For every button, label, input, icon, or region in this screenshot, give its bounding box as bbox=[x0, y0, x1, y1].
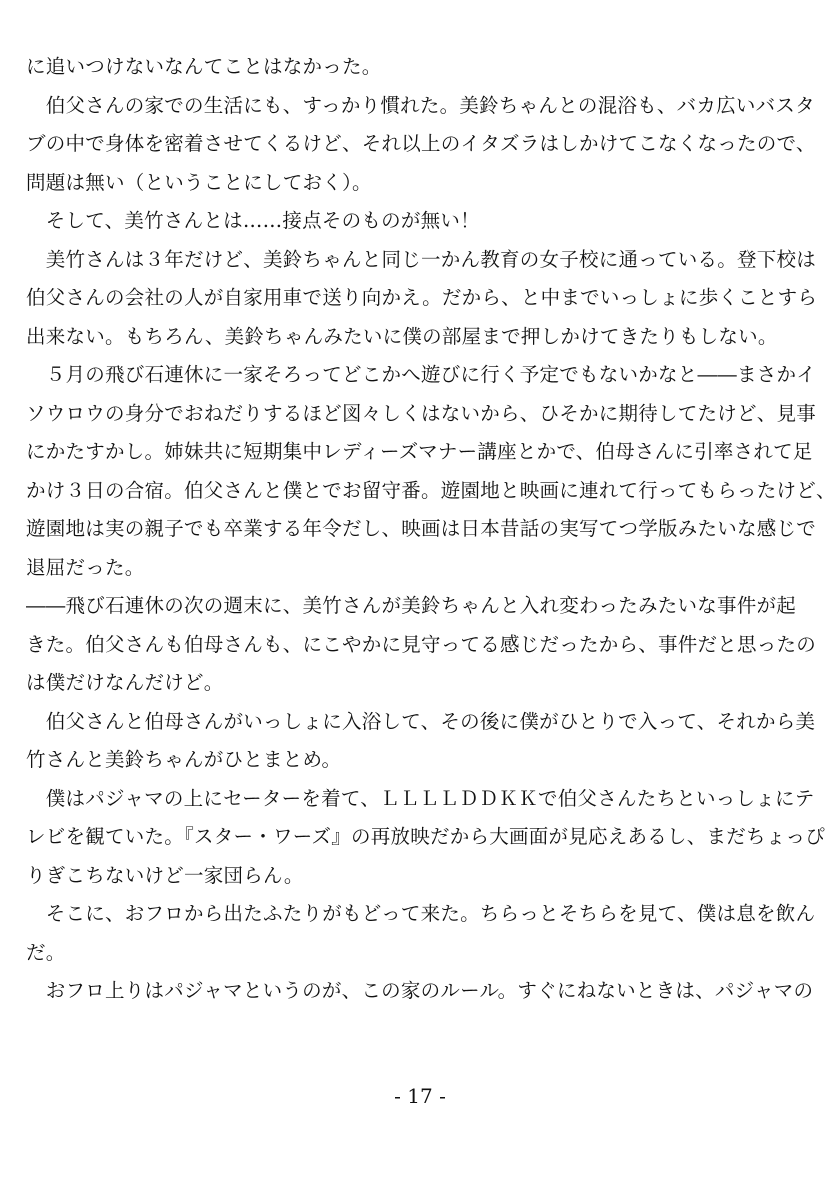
page-number: - 17 - bbox=[394, 1084, 446, 1108]
paragraph bbox=[26, 972, 816, 1011]
text-line: にかたすかし。姉妹共に短期集中レディーズマナー講座とかで、伯母さんに引率されて足 bbox=[26, 440, 813, 463]
body-text bbox=[26, 48, 836, 1011]
text-line: は僕だけなんだけど。 bbox=[26, 671, 224, 694]
text-line: 伯父さんと伯母さんがいっしょに入浴して、その後に僕がひとりで入って、それから美 bbox=[26, 709, 816, 733]
text-line: に追いつけないなんてことはなかった。 bbox=[26, 55, 382, 78]
text-line: ――飛び石連休の次の週末に、美竹さんが美鈴ちゃんと入れ変わったみたいな事件が起 bbox=[26, 594, 797, 617]
paragraph bbox=[26, 703, 816, 780]
paragraph bbox=[26, 895, 816, 972]
text-line: 出来ない。もちろん、美鈴ちゃんみたいに僕の部屋まで押しかけてきたりもしない。 bbox=[26, 324, 778, 348]
text-line: 遊園地は実の親子でも卒業する年令だし、映画は日本昔話の実写てつ学版みたいな感じで bbox=[26, 517, 817, 540]
text-line: ソウロウの身分でおねだりするほど図々しくはないから、ひそかに期待してたけど、見事 bbox=[26, 401, 817, 425]
paragraph bbox=[26, 356, 836, 587]
paragraph bbox=[26, 87, 816, 203]
text-line: 僕はパジャマの上にセーターを着て、ＬＬＬＬＤＤＫＫで伯父さんたちといっしょにテ bbox=[26, 786, 815, 810]
text-line: 伯父さんの会社の人が自家用車で送り向かえ。だから、と中までいっしょに歩くことすら bbox=[26, 286, 818, 309]
text-line: 竹さんと美鈴ちゃんがひとまとめ。 bbox=[26, 748, 342, 771]
text-line: きた。伯父さんも伯母さんも、にこやかに見守ってる感じだったから、事件だと思ったの bbox=[26, 632, 817, 656]
text-line: だ。 bbox=[26, 940, 66, 964]
text-line: 退屈だった。 bbox=[26, 555, 145, 579]
paragraph bbox=[26, 780, 826, 896]
text-line: 問題は無い（ということにしておく）。 bbox=[26, 170, 372, 194]
paragraph bbox=[26, 241, 816, 357]
text-line: 美竹さんは３年だけど、美鈴ちゃんと同じ一かん教育の女子校に通っている。登下校は bbox=[26, 247, 817, 271]
text-line: ５月の飛び石連休に一家そろってどこかへ遊びに行く予定でもないかなと――まさかイ bbox=[26, 363, 817, 386]
text-line: かけ３日の合宿。伯父さんと僕とでお留守番。遊園地と映画に連れて行ってもらったけど、 bbox=[26, 478, 836, 502]
text-line: ブの中で身体を密着させてくるけど、それ以上のイタズラはしかけてこなくなったので、 bbox=[26, 132, 816, 155]
text-line: そこに、おフロから出たふたりがもどって来た。ちらっとそちらを見て、僕は息を飲ん bbox=[26, 902, 816, 925]
text-line: 伯父さんの家での生活にも、すっかり慣れた。美鈴ちゃんとの混浴も、バカ広いバスタ bbox=[26, 93, 815, 117]
paragraph bbox=[26, 202, 816, 241]
text-line: おフロ上りはパジャマというのが、この家のルール。すぐにねないときは、パジャマの bbox=[26, 979, 814, 1002]
paragraph bbox=[26, 587, 816, 703]
text-line: レビを観ていた。『スター・ワーズ』の再放映だから大画面が見応えあるし、まだちょっぴ bbox=[26, 825, 826, 848]
text-line: そして、美竹さんとは……接点そのものが無い！ bbox=[26, 209, 480, 232]
text-line: りぎこちないけど一家団らん。 bbox=[26, 863, 304, 887]
paragraph bbox=[26, 48, 816, 87]
